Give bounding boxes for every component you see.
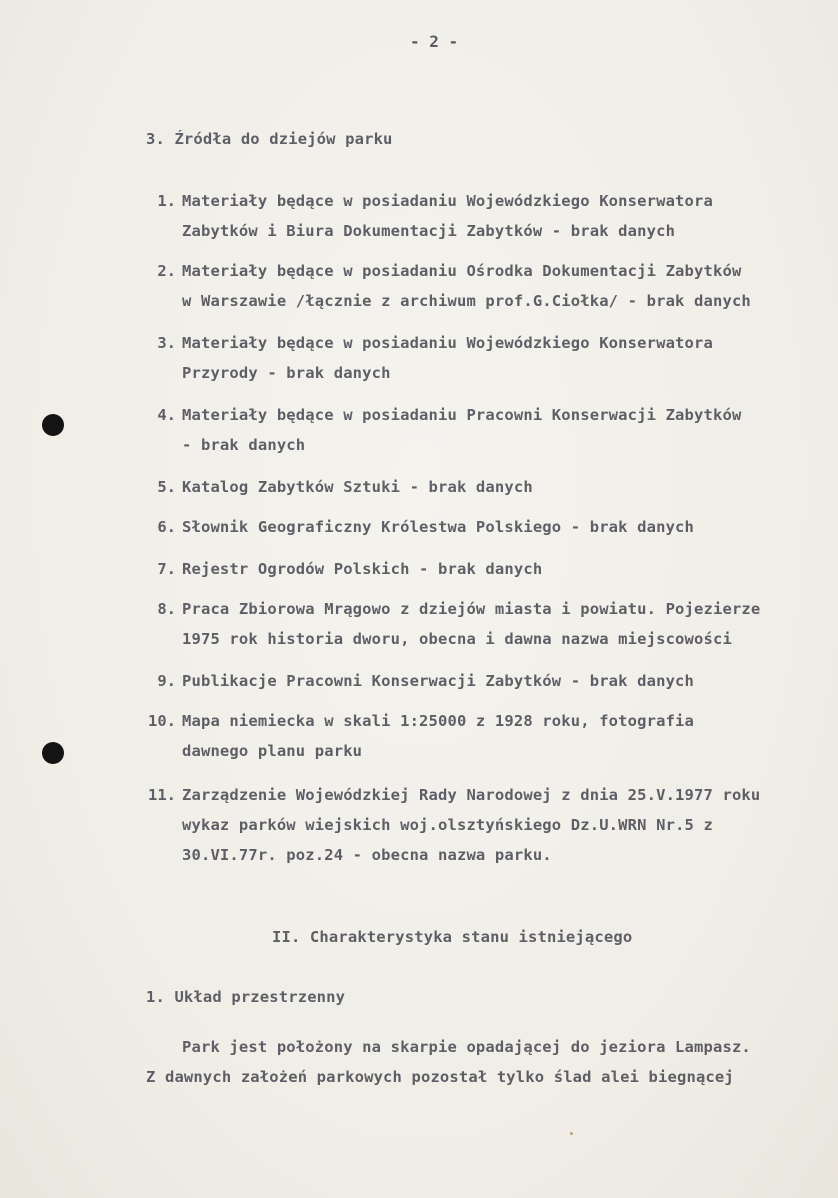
source-line: Materiały będące w posiadaniu Wojewódzkiego Konserwatora <box>182 192 713 210</box>
source-number: 3. <box>157 334 176 352</box>
source-number: 6. <box>157 518 176 536</box>
source-line: Praca Zbiorowa Mrągowo z dziejów miasta i powiatu. Pojezierze <box>182 600 761 618</box>
chapter-heading: II. Charakterystyka stanu istniejącego <box>272 928 633 946</box>
source-number: 10. <box>148 712 176 730</box>
source-number: 11. <box>148 786 176 804</box>
source-line: - brak danych <box>182 436 306 454</box>
section-heading: 3. Źródła do dziejów parku <box>146 130 393 148</box>
page-number: - 2 - <box>410 32 459 51</box>
source-number: 8. <box>157 600 176 618</box>
source-line: Słownik Geograficzny Królestwa Polskiego - brak danych <box>182 518 695 536</box>
source-line: Przyrody - brak danych <box>182 364 391 382</box>
source-number: 7. <box>157 560 176 578</box>
source-line: w Warszawie /łącznie z archiwum prof.G.Ciołka/ - brak danych <box>182 292 751 310</box>
source-number: 9. <box>157 672 176 690</box>
source-line: Materiały będące w posiadaniu Pracowni Konserwacji Zabytków <box>182 406 742 424</box>
source-line: Mapa niemiecka w skali 1:25000 z 1928 roku, fotografia <box>182 712 695 730</box>
source-line: Materiały będące w posiadaniu Ośrodka Dokumentacji Zabytków <box>182 262 742 280</box>
source-line: Publikacje Pracowni Konserwacji Zabytków - brak danych <box>182 672 695 690</box>
source-line: 30.VI.77r. poz.24 - obecna nazwa parku. <box>182 846 552 864</box>
source-line: wykaz parków wiejskich woj.olsztyńskiego Dz.U.WRN Nr.5 z <box>182 816 713 834</box>
subsection-heading: 1. Układ przestrzenny <box>146 988 346 1006</box>
source-line: Zarządzenie Wojewódzkiej Rady Narodowej z dnia 25.V.1977 roku <box>182 786 761 804</box>
source-number: 5. <box>157 478 176 496</box>
source-line: 1975 rok historia dworu, obecna i dawna nazwa miejscowości <box>182 630 732 648</box>
source-line: dawnego planu parku <box>182 742 363 760</box>
paragraph-line: Park jest położony na skarpie opadającej do jeziora Lampasz. <box>182 1038 751 1056</box>
source-line: Materiały będące w posiadaniu Wojewódzkiego Konserwatora <box>182 334 713 352</box>
source-number: 4. <box>157 406 176 424</box>
source-number: 2. <box>157 262 176 280</box>
paragraph-line: Z dawnych założeń parkowych pozostał tylko ślad alei biegnącej <box>146 1068 734 1086</box>
source-line: Zabytków i Biura Dokumentacji Zabytków - brak danych <box>182 222 676 240</box>
paper-speck <box>570 1132 573 1135</box>
punch-hole-lower <box>42 742 64 764</box>
source-line: Rejestr Ogrodów Polskich - brak danych <box>182 560 543 578</box>
source-number: 1. <box>157 192 176 210</box>
source-line: Katalog Zabytków Sztuki - brak danych <box>182 478 533 496</box>
punch-hole-upper <box>42 414 64 436</box>
